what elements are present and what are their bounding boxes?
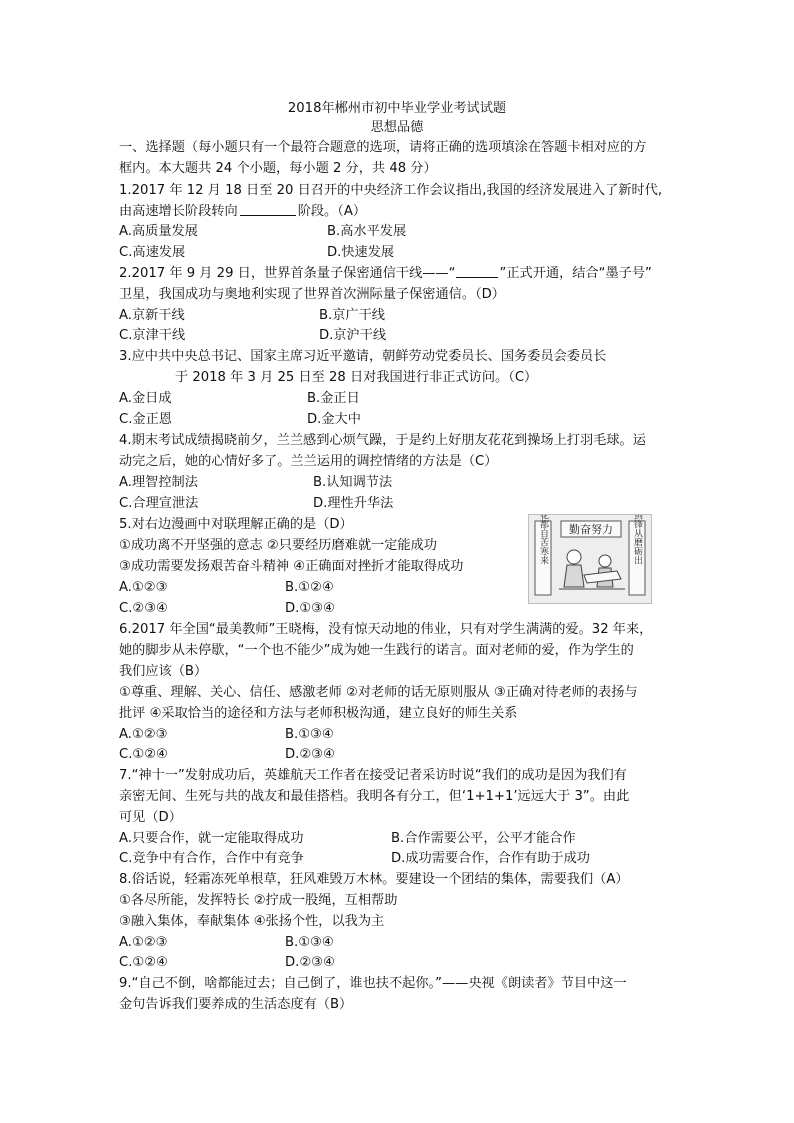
question-2-stem: 2.2017 年 9 月 29 日，世界首条量子保密通信干线——“ (119, 266, 456, 281)
q2-option-b: B.京广干线 (319, 308, 385, 323)
q8-option-d: D.②③④ (285, 955, 335, 970)
answer-blank (456, 265, 498, 278)
q5-option-d: D.①③④ (285, 601, 335, 616)
question-6-statements-line1: ①尊重、理解、关心、信任、感激老师 ②对老师的话无原则服从 ③正确对待老师的表扬与 (119, 685, 638, 700)
q4-option-c: C.合理宣泄法 (119, 496, 199, 511)
q4-option-b: B.认知调节法 (313, 475, 393, 490)
q4-option-a: A.理智控制法 (119, 475, 198, 490)
question-2-line2: 卫星，我国成功与奥地利实现了世界首次洲际量子保密通信。（D） (119, 287, 505, 302)
question-7-line1: 7.“神十一”发射成功后，英雄航天工作者在接受记者采访时说“我们的成功是因为我们有 (119, 768, 627, 783)
question-1-stem: 由高速增长阶段转向 (119, 204, 238, 219)
q3-option-d: D.金大中 (307, 412, 361, 427)
q1-option-a: A.高质量发展 (119, 224, 198, 239)
question-8-statements-3-4: ③融入集体，奉献集体 ④张扬个性，以我为主 (119, 914, 385, 929)
q3-option-b: B.金正日 (307, 391, 360, 406)
q6-option-c: C.①②④ (119, 747, 168, 762)
question-4-line1: 4.期末考试成绩揭晓前夕，兰兰感到心烦气躁，于是约上好朋友花花到操场上打羽毛球。运 (119, 433, 646, 448)
question-1-line2 (119, 202, 366, 221)
answer-blank (240, 203, 296, 216)
q1-option-c: C.高速发展 (119, 245, 186, 260)
q5-option-a: A.①②③ (119, 580, 168, 595)
question-8-line1: 8.俗话说，轻霜冻死单根草，狂风难毁万木林。要建设一个团结的集体，需要我们（A） (119, 872, 629, 887)
question-3-line1: 3.应中共中央总书记、国家主席习近平邀请，朝鲜劳动党委员长、国务委员会委员长 (119, 349, 607, 364)
q7-option-c: C.竞争中有合作，合作中有竞争 (119, 851, 304, 866)
question-7-line2: 亲密无间、生死与共的战友和最佳搭档。我明各有分工，但‘1+1+1’远远大于 3”。由此 (119, 789, 630, 804)
question-6-line3: 我们应该（B） (119, 664, 208, 679)
q6-option-d: D.②③④ (285, 747, 335, 762)
q5-option-b: B.①②④ (285, 580, 334, 595)
cartoon-right-scroll-text: 宝剑锋从磨砺出 (632, 515, 642, 565)
q1-option-d: D.快速发展 (327, 245, 395, 260)
q7-option-a: A.只要合作，就一定能取得成功 (119, 831, 304, 846)
q1-option-b: B.高水平发展 (327, 224, 407, 239)
question-7-line3: 可见（D） (119, 810, 182, 825)
question-9-line2: 金句告诉我们要养成的生活态度有（B） (119, 997, 353, 1012)
q7-option-d: D.成功需要合作，合作有助于成功 (391, 851, 590, 866)
question-2-stem-rest: ”正式开通，结合“墨子号” (499, 266, 652, 281)
q6-option-b: B.①③④ (285, 727, 334, 742)
question-1-line1: 1.2017 年 12 月 18 日至 20 日召开的中央经济工作会议指出,我国的经济发展进入了新时代, (119, 183, 663, 198)
exam-subject: 思想品德 (370, 120, 424, 135)
section-instructions-line2: 框内。本大题共 24 个小题，每小题 2 分，共 48 分） (119, 161, 437, 176)
question-6-statements-line2: 批评 ④采取恰当的途径和方法与老师积极沟通，建立良好的师生关系 (119, 706, 518, 721)
q8-option-c: C.①②④ (119, 955, 168, 970)
question-9-line1: 9.“自己不倒，啥都能过去；自己倒了，谁也扶不起你。”——央视《朗读者》节目中这一 (119, 976, 627, 991)
q2-option-c: C.京津干线 (119, 328, 186, 343)
q8-option-b: B.①③④ (285, 935, 334, 950)
cartoon-illustration (528, 514, 652, 604)
question-4-line2: 动完之后，她的心情好多了。兰兰运用的调控情绪的方法是（C） (119, 454, 498, 469)
q3-option-a: A.金日成 (119, 391, 172, 406)
question-5-statements-1-2: ①成功离不开坚强的意志 ②只要经历磨难就一定能成功 (119, 538, 437, 553)
section-instructions-line1: 一、选择题（每小题只有一个最符合题意的选项，请将正确的选项填涂在答题卡相对应的方 (119, 140, 647, 155)
question-3-line2: 于 2018 年 3 月 25 日至 28 日对我国进行非正式访问。（C） (175, 370, 538, 385)
cartoon-banner-text: 勤奋努力 (569, 523, 613, 536)
question-8-statements-1-2: ①各尽所能，发挥特长 ②拧成一股绳，互相帮助 (119, 893, 398, 908)
cartoon-left-scroll-text: 好花都自苦寒来 (538, 515, 548, 565)
question-5-statements-3-4: ③成功需要发扬艰苦奋斗精神 ④正确面对挫折才能取得成功 (119, 559, 464, 574)
q8-option-a: A.①②③ (119, 935, 168, 950)
q3-option-c: C.金正恩 (119, 412, 172, 427)
q4-option-d: D.理性升华法 (313, 496, 394, 511)
cartoon-drawing (529, 515, 651, 603)
q2-option-d: D.京沪干线 (319, 328, 387, 343)
q5-option-c: C.②③④ (119, 601, 168, 616)
question-1-answer: 阶段。（A） (297, 204, 367, 219)
q7-option-b: B.合作需要公平，公平才能合作 (391, 831, 576, 846)
question-5-line1: 5.对右边漫画中对联理解正确的是（D） (119, 517, 353, 532)
exam-title: 2018年郴州市初中毕业学业考试试题 (287, 101, 507, 116)
question-6-line1: 6.2017 年全国“最美教师”王晓梅，没有惊天动地的伟业，只有对学生满满的爱。32 年来， (119, 622, 653, 637)
question-6-line2: 她的脚步从未停歇，“一个也不能少”成为她一生践行的诺言。面对老师的爱，作为学生的 (119, 643, 634, 658)
question-2-line1 (119, 264, 652, 283)
q6-option-a: A.①②③ (119, 727, 168, 742)
q2-option-a: A.京新干线 (119, 308, 185, 323)
